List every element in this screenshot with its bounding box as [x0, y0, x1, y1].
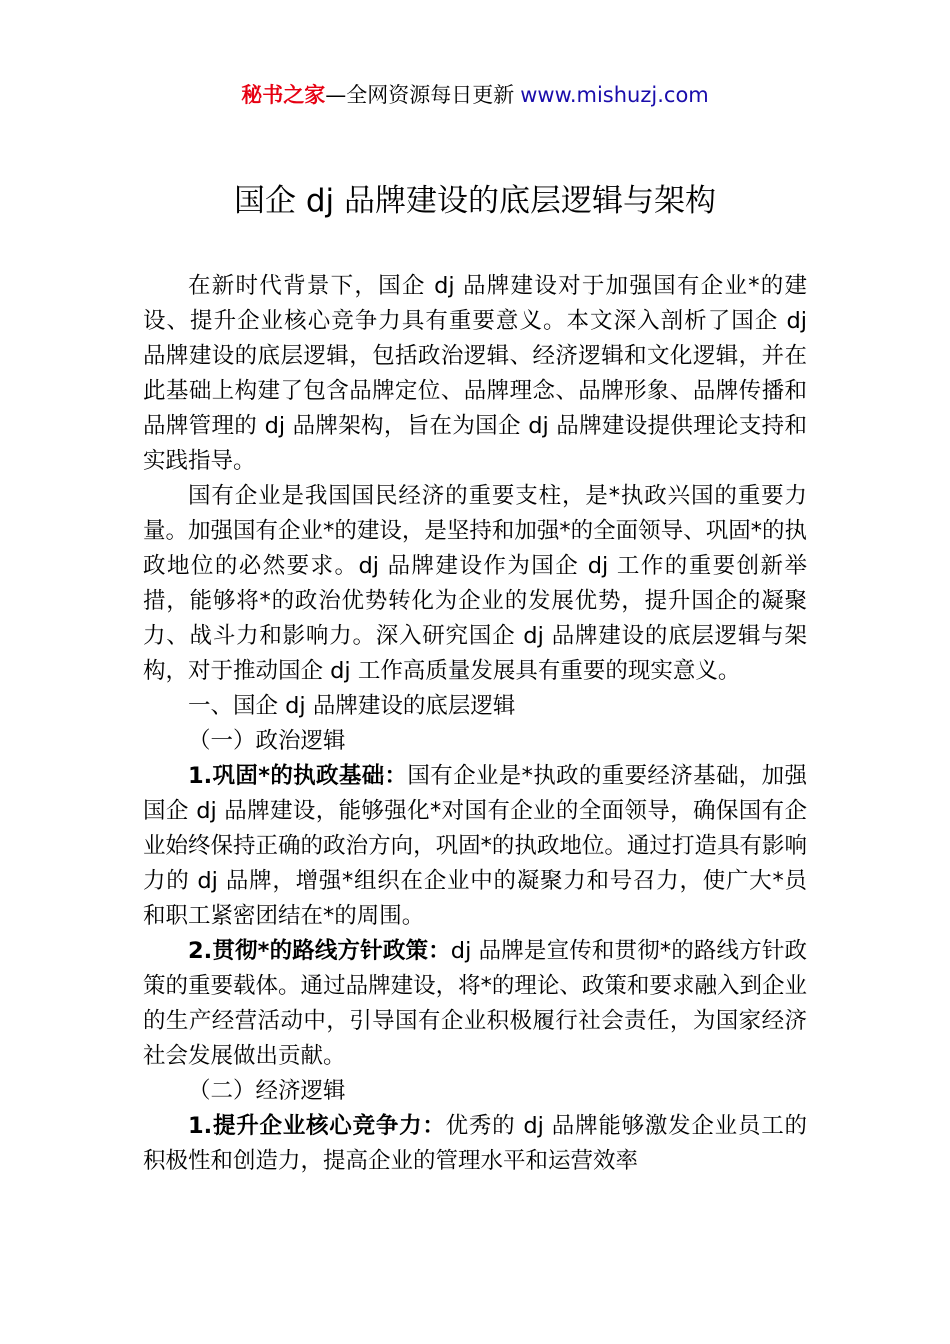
- site-url-link[interactable]: www.mishuzj.com: [520, 83, 709, 107]
- list-item-lead: 2.贯彻*的路线方针政策：: [188, 938, 451, 964]
- document-title: 国企 dj 品牌建设的底层逻辑与架构: [234, 183, 716, 219]
- background-paragraph: 国有企业是我国国民经济的重要支柱，是*执政兴国的重要力量。加强国有企业*的建设，是坚持和加强*的全面领导、巩固*的执政地位的必然要求。dj 品牌建设作为国企 dj 工作的重要创新举措，能够将*的政治优势转化为企业的发展优势，提升国企的凝聚力、战斗力和影响力。深入研究国企 dj 品牌建设的底层逻辑与架构，对于推动国企 dj 工作高质量发展具有重要的现实意义。: [143, 483, 807, 684]
- list-item-consolidate: [143, 759, 807, 934]
- list-item-lead: 1.巩固*的执政基础：: [188, 763, 408, 789]
- list-item-text: dj 品牌是宣传和贯彻*的路线方针政策的重要载体。通过品牌建设，将*的理论、政策和要求融入到企业的生产经营活动中，引导国有企业积极履行社会责任，为国家经济社会发展做出贡献。: [143, 938, 807, 1069]
- list-item-text: 国有企业是*执政的重要经济基础，加强国企 dj 品牌建设，能够强化*对国有企业的全面领导，确保国有企业始终保持正确的政治方向，巩固*的执政地位。通过打造具有影响力的 dj 品牌，增强*组织在企业中的凝聚力和号召力，使广大*员和职工紧密团结在*的周围。: [143, 763, 807, 929]
- list-item-competitiveness: [143, 1109, 807, 1179]
- list-item-text: 优秀的 dj 品牌能够激发企业员工的积极性和创造力，提高企业的管理水平和运营效率: [143, 1113, 807, 1174]
- subsection-heading-political: （一）政治逻辑: [188, 728, 346, 754]
- site-tagline: —全网资源每日更新: [325, 83, 515, 107]
- site-brand: 秘书之家: [241, 83, 326, 107]
- list-item-implement: [143, 934, 807, 1074]
- site-header: [0, 80, 950, 110]
- subsection-heading-economic: （二）经济逻辑: [188, 1078, 346, 1104]
- intro-paragraph: 在新时代背景下，国企 dj 品牌建设对于加强国有企业*的建设、提升企业核心竞争力具有重要意义。本文深入剖析了国企 dj 品牌建设的底层逻辑，包括政治逻辑、经济逻辑和文化逻辑，并在此基础上构建了包含品牌定位、品牌理念、品牌形象、品牌传播和品牌管理的 dj 品牌架构，旨在为国企 dj 品牌建设提供理论支持和实践指导。: [143, 273, 807, 474]
- section-heading-1: 一、国企 dj 品牌建设的底层逻辑: [188, 693, 516, 719]
- list-item-lead: 1.提升企业核心竞争力：: [188, 1113, 446, 1139]
- document-body: [143, 269, 807, 1179]
